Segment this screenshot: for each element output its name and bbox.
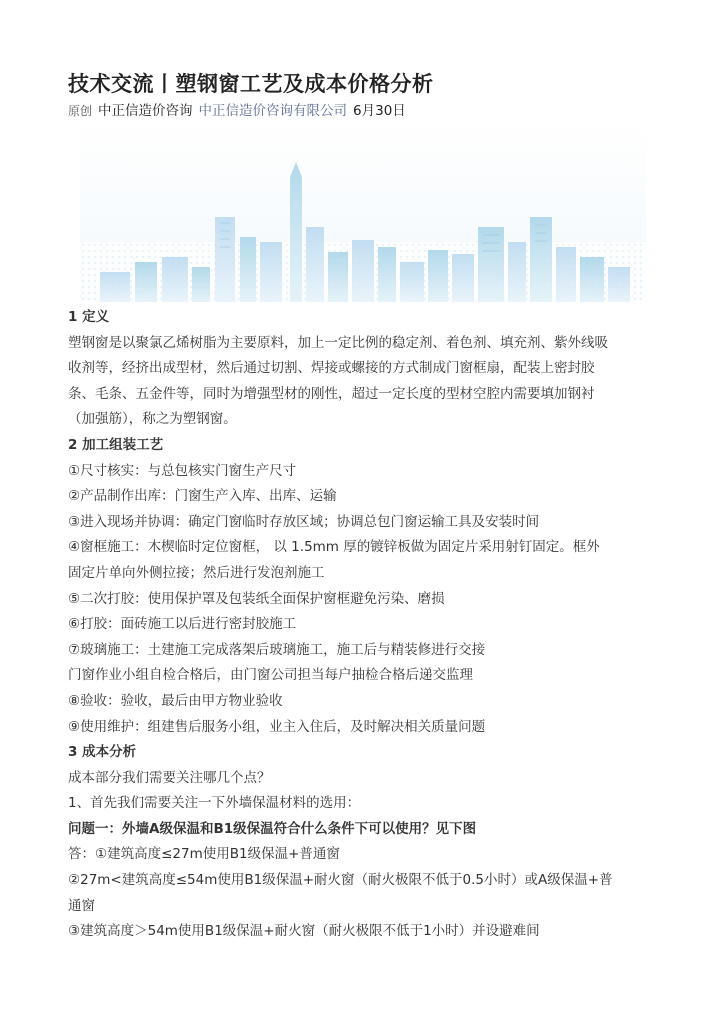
account-link[interactable]: 中正信造价咨询有限公司 [198,103,348,119]
city-skyline-banner [80,122,646,302]
list-item: 门窗作业小组自检合格后，由门窗公司担当每户抽检合格后递交监理 [68,667,473,684]
publish-date: 6月30日 [353,103,406,119]
section-heading-process: 2 加工组装工艺 [68,436,164,453]
original-tag: 原创 [68,104,93,118]
answer-line: ②27m<建筑高度≤54m使用B1级保温+耐火窗（耐火极限不低于0.5小时）或A级保温+普 [68,872,613,889]
list-item: ③进入现场并协调：确定门窗临时存放区域；协调总包门窗运输工具及安装时间 [68,513,540,530]
section-heading-definition: 1 定义 [68,309,110,325]
city-skyline-illustration [80,122,646,302]
list-item: 固定片单向外侧拉接；然后进行发泡剂施工 [68,564,325,581]
answer-line: 答：①建筑高度≤27m使用B1级保温+普通窗 [68,846,340,863]
question-heading: 问题一：外墙A级保温和B1级保温符合什么条件下可以使用？见下图 [68,820,477,837]
article-meta [68,100,660,122]
answer-line: 通窗 [68,897,95,914]
paragraph-line: 塑钢窗是以聚氯乙烯树脂为主要原料，加上一定比例的稳定剂、着色剂、填充剂、紫外线吸 [68,334,608,351]
answer-line: ③建筑高度＞54m使用B1级保温+耐火窗（耐火极限不低于1小时）并设避难间 [68,923,540,940]
author-name: 中正信造价咨询 [98,103,193,119]
article-title: 技术交流丨塑钢窗工艺及成本价格分析 [68,72,434,96]
article-header [68,68,660,122]
list-item: ②产品制作出库：门窗生产入库、出库、运输 [68,488,337,505]
article-body [68,305,660,945]
list-item: ①尺寸核实：与总包核实门窗生产尺寸 [68,462,297,479]
paragraph-line: 1、首先我们需要关注一下外墙保温材料的选用： [68,795,361,812]
paragraph-line: 收剂等，经挤出成型材，然后通过切割、焊接或螺接的方式制成门窗框扇，配装上密封胶 [68,360,595,377]
paragraph-line: 条、毛条、五金件等，同时为增强型材的刚性，超过一定长度的型材空腔内需要填加钢衬 [68,385,595,402]
section-heading-cost: 3 成本分析 [68,744,137,761]
list-item: ⑤二次打胶：使用保护罩及包装纸全面保护窗框避免污染、磨损 [68,590,445,607]
paragraph-line: （加强筋），称之为塑钢窗。 [68,411,237,428]
list-item: ⑦玻璃施工：土建施工完成落架后玻璃施工，施工后与精装修进行交接 [68,641,486,658]
list-item: ⑥打胶：面砖施工以后进行密封胶施工 [68,616,297,633]
list-item: ⑧验收：验收，最后由甲方物业验收 [68,692,283,709]
list-item: ④窗框施工：木楔临时定位窗框， 以 1.5mm 厚的镀锌板做为固定片采用射钉固定。框外 [68,539,600,556]
list-item: ⑨使用维护：组建售后服务小组，业主入住后，及时解决相关质量问题 [68,718,486,735]
paragraph-line: 成本部分我们需要关注哪几个点？ [68,769,271,786]
